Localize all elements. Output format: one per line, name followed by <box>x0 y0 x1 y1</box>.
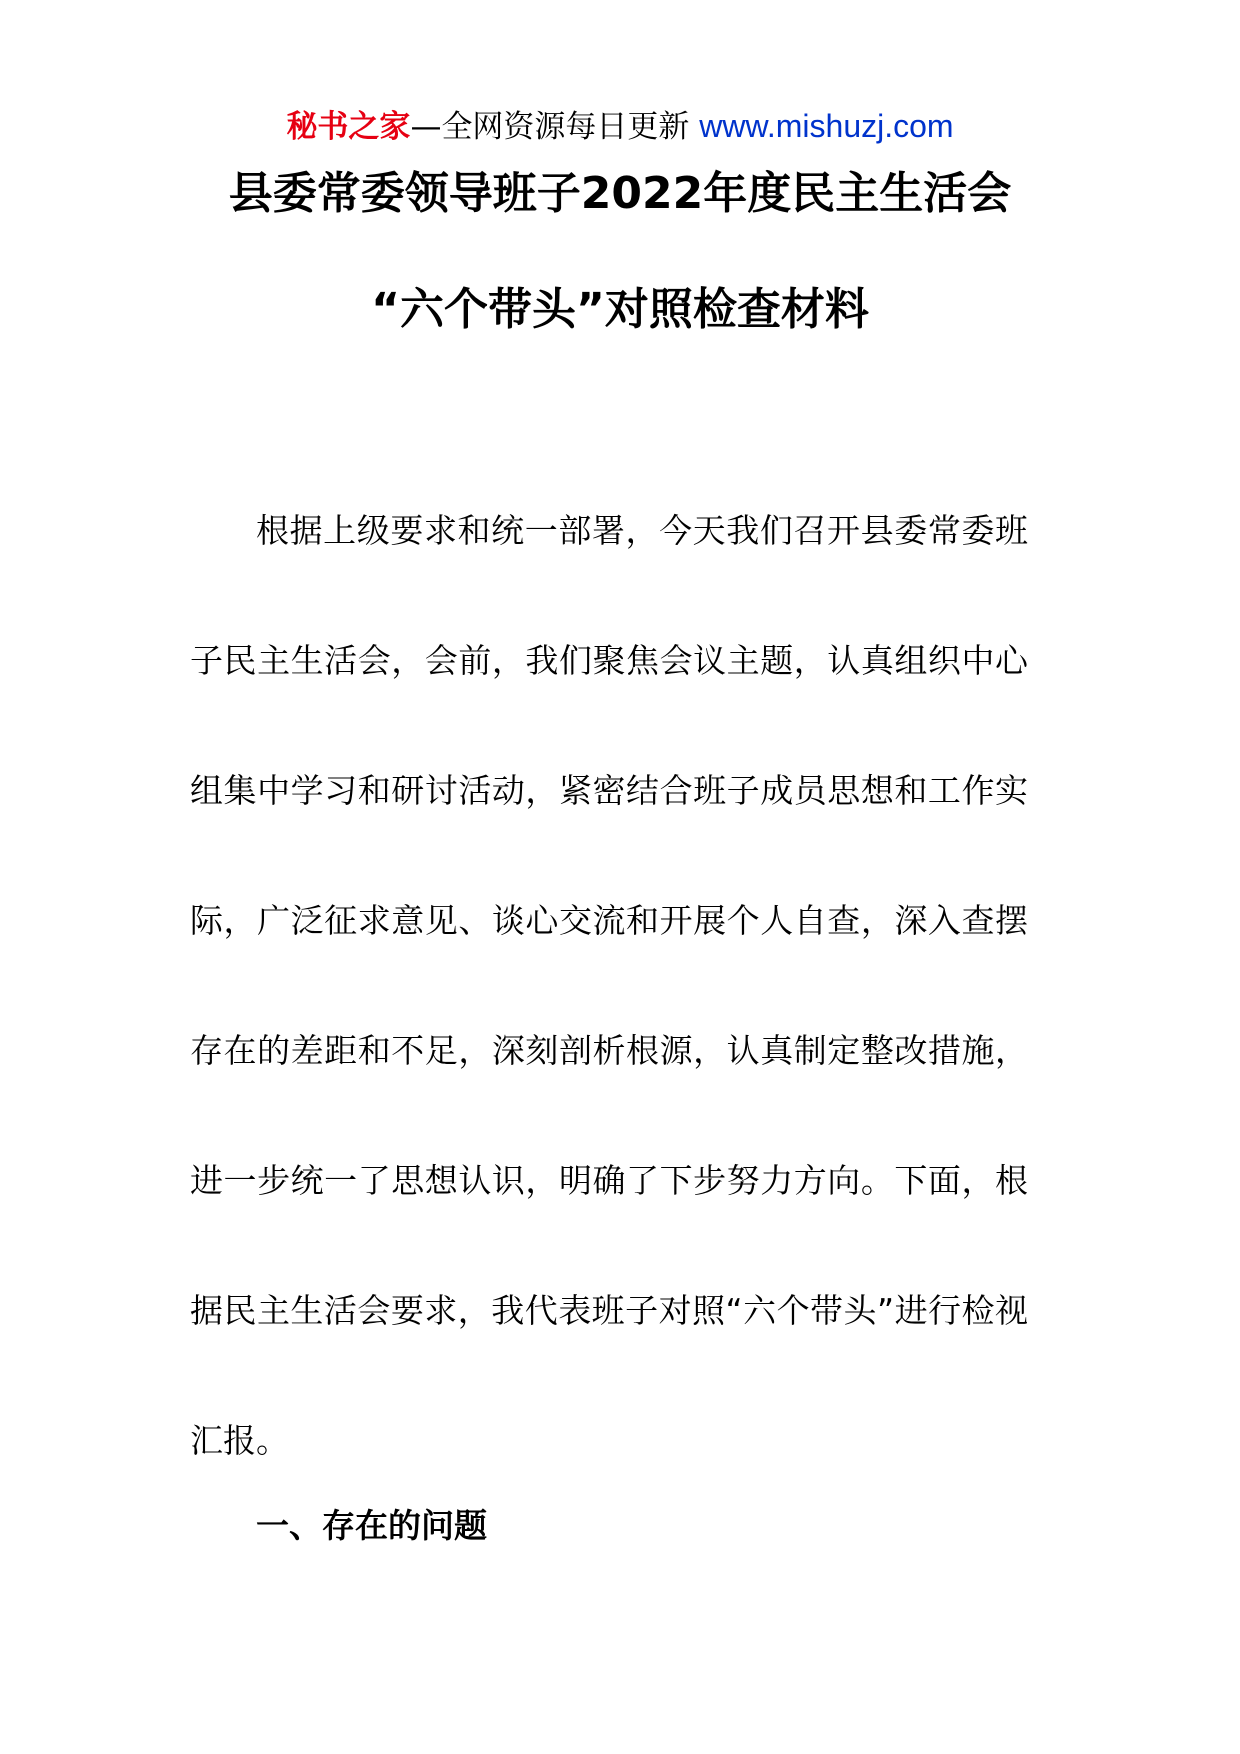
document-title-line-2: “六个带头”对照检查材料 <box>371 284 869 335</box>
site-url-link[interactable]: www.mishuzj.com <box>699 108 954 144</box>
site-brand-name: 秘书之家 <box>286 109 411 145</box>
site-slogan: —全网资源每日更新 <box>410 109 690 145</box>
intro-paragraph: 根据上级要求和统一部署，今天我们召开县委常委班子民主生活会，会前，我们聚焦会议主题，认真组织中心组集中学习和研讨活动，紧密结合班子成员思想和工作实际，广泛征求意见、谈心交流和开展个人自查，深入查摆存在的差距和不足，深刻剖析根源，认真制定整改措施，进一步统一了思想认识，明确了下步努力方向。下面，根据民主生活会要求，我代表班子对照“六个带头”进行检视汇报。 <box>190 511 1028 1460</box>
site-watermark-header <box>0 104 1240 149</box>
document-title-line-1: 县委常委领导班子2022年度民主生活会 <box>228 168 1012 219</box>
section-heading-problems: 一、存在的问题 <box>256 1506 487 1545</box>
